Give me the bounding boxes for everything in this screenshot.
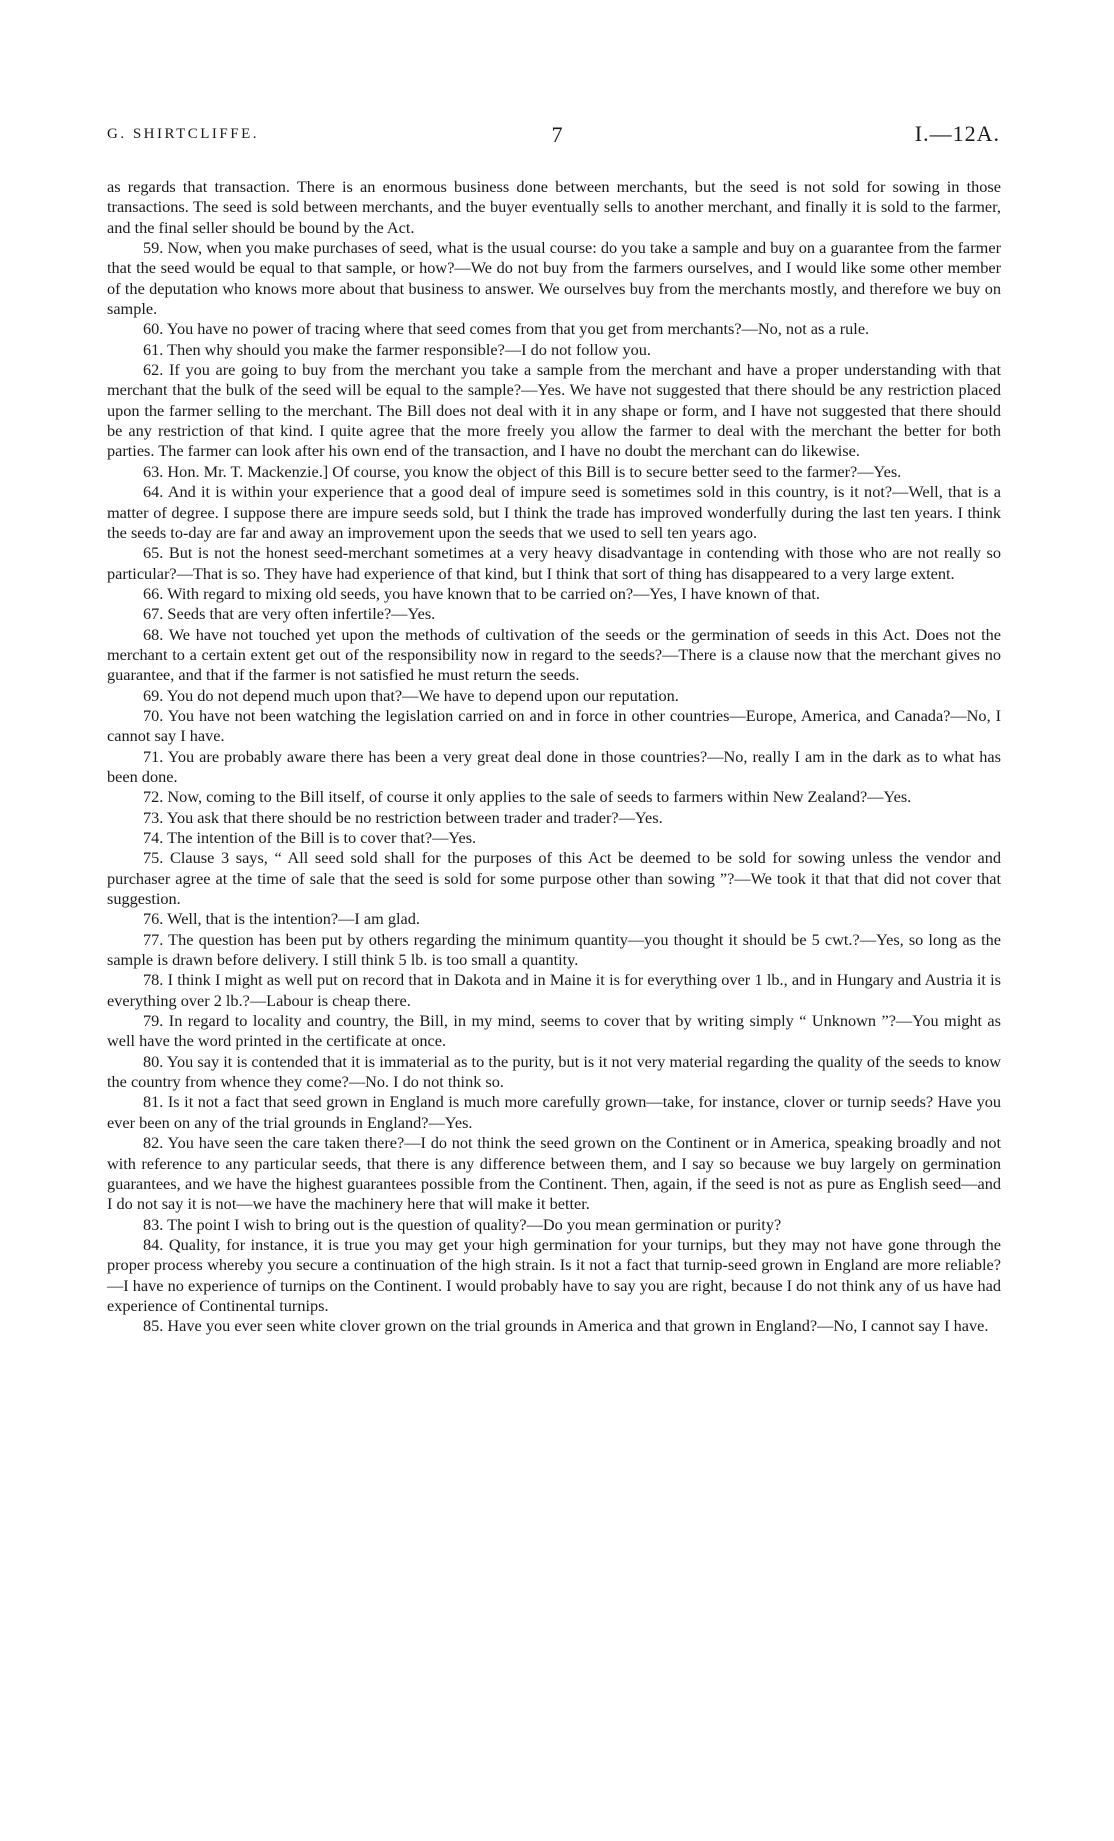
question-66: 66. With regard to mixing old seeds, you have known that to be carried on?—Yes, I have known of that. <box>143 583 820 603</box>
question-78: 78. I think I might as well put on record that in Dakota and in Maine it is for everything over 1 lb., and in Hungary and Austria it is everything over 2 lb.?—Labour is cheap there. <box>107 970 1001 1010</box>
question-76: 76. Well, that is the intention?—I am glad. <box>143 909 420 929</box>
paragraph-continuation: as regards that transaction. There is an enormous business done between merchants, but the seed is not sold for sowing in those transactions. The seed is sold between merchants, and the buyer eventually sells to another merchant, and finally it is sold to the farmer, and the final seller should be bound by the Act. <box>107 177 1001 237</box>
evidence-text <box>107 177 1001 1337</box>
question-65: 65. But is not the honest seed-merchant sometimes at a very heavy disadvantage in contending with those who are not really so particular?—That is so. They have had experience of that kind, but I think that sort of thing has disappeared to a very large extent. <box>107 543 1001 583</box>
question-81: 81. Is it not a fact that seed grown in England is much more carefully grown—take, for instance, clover or turnip seeds? Have you ever been on any of the trial grounds in England?—Yes. <box>107 1092 1001 1132</box>
question-85: 85. Have you ever seen white clover grown on the trial grounds in America and that grown in England?—No, I cannot say I have. <box>143 1316 989 1336</box>
question-82: 82. You have seen the care taken there?—I do not think the seed grown on the Continent or in America, speaking broadly and not with reference to any particular seeds, that there is any difference between them, and I say so because we buy largely on germination guarantees, and we have the highest guarantees possible from the Continent. Then, again, if the seed is not as pure as English seed—and I do not say it is not—we have the machinery here that will make it better. <box>107 1133 1001 1214</box>
question-60: 60. You have no power of tracing where that seed comes from that you get from merchants?—No, not as a rule. <box>143 319 870 339</box>
question-69: 69. You do not depend much upon that?—We have to depend upon our reputation. <box>143 685 679 705</box>
question-73: 73. You ask that there should be no restriction between trader and trader?—Yes. <box>143 807 663 827</box>
question-79: 79. In regard to locality and country, the Bill, in my mind, seems to cover that by writing simply “ Unknown ”?—You might as well have the word printed in the certificate at once. <box>107 1011 1001 1051</box>
question-70: 70. You have not been watching the legislation carried on and in force in other countries—Europe, America, and Canada?—No, I cannot say I have. <box>107 705 1001 746</box>
page-number: 7 <box>551 122 563 147</box>
question-84: 84. Quality, for instance, it is true you may get your high germination for your turnips, but they may not have gone through the proper process whereby you secure a continuation of the high strain. Is it not a fact that turnip-seed grown in England are more reliable?—I have no experience of turnips on the Continent. I would probably have to say you are right, because I do not think any of us have had experience of Continental turnips. <box>107 1234 1001 1315</box>
question-74: 74. The intention of the Bill is to cover that?—Yes. <box>143 828 477 847</box>
question-64: 64. And it is within your experience that a good deal of impure seed is sometimes sold in this country, is it not?—Well, that is a matter of degree. I suppose there are impure seeds sold, but I think the trade has improved wonderfully during the last ten years. I think the seeds to-day are far and away an improvement upon the seeds that we used to sell ten years ago. <box>107 482 1001 542</box>
question-63: 63. Hon. Mr. T. Mackenzie.] Of course, you know the object of this Bill is to secure better seed to the farmer?—Yes. <box>143 461 902 481</box>
question-68: 68. We have not touched yet upon the methods of cultivation of the seeds or the germination of seeds in this Act. Does not the merchant to a certain extent get out of the responsibility now in regard to the seeds?—There is a clause now that the merchant gives no guarantee, and that if the farmer is not satisfied he must return the seeds. <box>107 624 1001 685</box>
question-59: 59. Now, when you make purchases of seed, what is the usual course: do you take a sample and buy on a guarantee from the farmer that the seed would be equal to that sample, or how?—We do not buy from the farmers ourselves, and I would like some other member of the deputation who knows more about that business to answer. We ourselves buy from the merchants mostly, and therefore we buy on sample. <box>107 238 1001 319</box>
witness-name-header: G. SHIRTCLIFFE. <box>107 126 260 142</box>
question-67: 67. Seeds that are very often infertile?—Yes. <box>143 604 436 624</box>
question-71: 71. You are probably aware there has been a very great deal done in those countries?—No, really I am in the dark as to what has been done. <box>107 746 1001 786</box>
question-72: 72. Now, coming to the Bill itself, of course it only applies to the sale of seeds to farmers within New Zealand?—Yes. <box>143 787 912 807</box>
question-61: 61. Then why should you make the farmer responsible?—I do not follow you. <box>143 339 651 359</box>
question-80: 80. You say it is contended that it is immaterial as to the purity, but is it not very material regarding the quality of the seeds to know the country from whence they come?—No. I do not think so. <box>107 1051 1001 1092</box>
question-75: 75. Clause 3 says, “ All seed sold shall for the purposes of this Act be deemed to be sold for sowing unless the vendor and purchaser agree at the time of sale that the seed is sold for some purpose other than sowing ”?—We took it that that did not cover that suggestion. <box>107 848 1001 909</box>
paper-reference: I.—12A. <box>914 121 1000 146</box>
question-83: 83. The point I wish to bring out is the question of quality?—Do you mean germination or purity? <box>143 1214 782 1234</box>
question-62: 62. If you are going to buy from the merchant you take a sample from the merchant and have a proper understanding with that merchant that the bulk of the seed will be equal to the sample?—Yes. We have not suggested that there should be any restriction placed upon the farmer selling to the merchant. The Bill does not deal with it in any shape or form, and I have not suggested that there should be any restriction of that kind. I quite agree that the more freely you allow the farmer to deal with the merchant the better for both parties. The farmer can look after his own end of the transaction, and I have no doubt the merchant can do likewise. <box>107 360 1001 461</box>
question-77: 77. The question has been put by others regarding the minimum quantity—you thought it should be 5 cwt.?—Yes, so long as the sample is drawn before delivery. I still think 5 lb. is too small a quantity. <box>107 929 1001 970</box>
